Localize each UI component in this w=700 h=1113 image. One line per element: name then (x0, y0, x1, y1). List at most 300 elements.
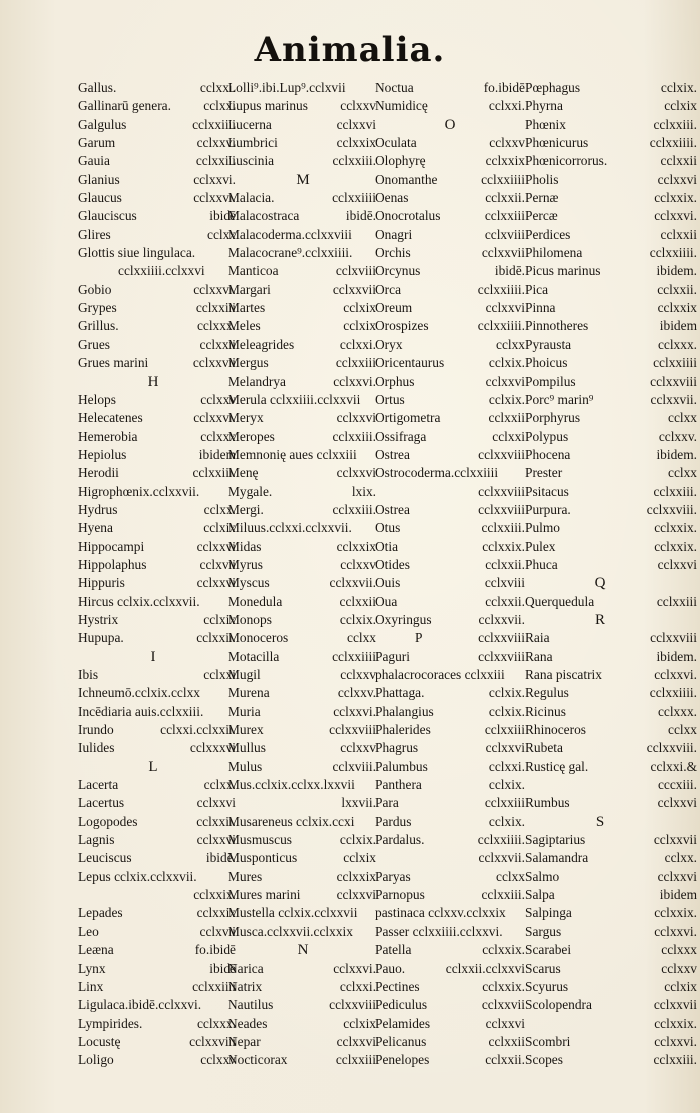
index-entry (375, 207, 525, 225)
index-entry (375, 483, 525, 501)
entry-reference: cclxxx. (196, 1015, 236, 1031)
index-entry (228, 794, 378, 812)
entry-name: Phagrus (375, 740, 419, 756)
entry-name: Luscinia (228, 153, 275, 169)
index-entry (525, 262, 697, 280)
entry-reference: cclxxii. (657, 281, 697, 297)
entry-name: Grues marini (78, 355, 149, 371)
entry-reference: cclxix (664, 98, 697, 114)
entry-reference: cclxxviii (478, 630, 525, 646)
entry-reference: cclxxvii. (478, 850, 525, 866)
index-entry (525, 464, 697, 482)
entry-reference: cclxxvii (192, 355, 236, 371)
entry-reference: cclxxx (661, 942, 697, 958)
index-entry (525, 116, 697, 134)
index-entry (375, 960, 525, 978)
index-entry (375, 299, 525, 317)
index-entry (525, 538, 697, 556)
entry-name: Meryx (228, 410, 264, 426)
entry-name: Pompilus (525, 373, 576, 389)
section-letter-text: R (594, 611, 605, 628)
entry-name: Phœnicorrorus. (525, 153, 608, 169)
entry-reference: cclxxvi (657, 795, 697, 811)
entry-name: Malacostraca (228, 208, 300, 224)
index-entry (78, 299, 236, 317)
index-entry (228, 1033, 378, 1051)
index-entry (228, 813, 378, 831)
entry-reference: ibidem (198, 446, 236, 462)
index-entry (375, 281, 525, 299)
index-entry (525, 226, 697, 244)
entry-name: Musareneus cclxix.ccxi (228, 813, 355, 829)
entry-name: Onocrotalus (375, 208, 441, 224)
entry-name: Myscus (228, 575, 270, 591)
entry-reference: cclxx. (203, 501, 236, 517)
entry-reference: cclxxi (203, 98, 236, 114)
section-letter (78, 373, 228, 391)
section-letter (525, 813, 675, 831)
entry-reference: cclxxiiii (332, 190, 376, 206)
index-entry (525, 207, 697, 225)
index-entry (228, 281, 378, 299)
index-entry (228, 978, 378, 996)
entry-name: Meropes (228, 428, 275, 444)
entry-reference: cclxxiii (484, 722, 525, 738)
index-entry (228, 152, 378, 170)
entry-name: Glauciscus (78, 208, 137, 224)
entry-name: Leuciscus (78, 850, 132, 866)
entry-reference: cclxxix. (654, 190, 697, 206)
entry-name: Nocticorax (228, 1052, 288, 1068)
entry-reference: cclxxvi. (333, 960, 376, 976)
entry-name: Miluus.cclxxi.cclxxvii. (228, 520, 352, 536)
entry-reference: cclxxvi. (654, 1033, 697, 1049)
index-entry (78, 611, 236, 629)
entry-name: Noctua (375, 80, 414, 95)
index-entry (375, 886, 525, 904)
entry-name: Lumbrici (228, 135, 278, 151)
entry-name: Pectines (375, 978, 420, 994)
entry-name: Lupus marinus (228, 98, 308, 114)
index-entry (525, 317, 697, 335)
index-entry (78, 574, 236, 592)
index-entry (525, 428, 697, 446)
index-entry (525, 684, 697, 702)
index-entry (228, 409, 378, 427)
entry-name: Scolopendra (525, 997, 592, 1013)
entry-reference: cclxxvi (336, 1033, 376, 1049)
entry-reference: ibidē. (494, 263, 525, 279)
index-entry (525, 868, 697, 886)
entry-name: Helops (78, 391, 116, 407)
entry-name: Mures marini (228, 887, 301, 903)
entry-name: Ricinus (525, 703, 566, 719)
entry-reference: cclxxvi (485, 740, 525, 756)
entry-name: Hircus cclxix.cclxxvii. (78, 593, 200, 609)
index-entry (78, 978, 236, 996)
index-entry (375, 941, 525, 959)
entry-name: Raia (525, 630, 550, 646)
index-entry (375, 629, 525, 647)
index-entry (228, 886, 378, 904)
index-entry (228, 446, 378, 464)
index-entry (375, 904, 525, 922)
index-entry (375, 813, 525, 831)
index-entry (228, 556, 378, 574)
entry-reference: fo.ibidē (194, 942, 236, 958)
index-entry (525, 1051, 697, 1069)
entry-name: Porc⁹ marin⁹ (525, 391, 594, 407)
entry-name: Locustę (78, 1033, 121, 1049)
entry-name: Penelopes (375, 1052, 430, 1068)
index-entry (78, 703, 228, 721)
entry-name: Prester (525, 465, 563, 481)
entry-reference: cclxxvi (196, 538, 236, 554)
index-entry (78, 538, 236, 556)
index-entry (375, 868, 525, 886)
entry-name: Scarus (525, 960, 561, 976)
index-entry (525, 501, 697, 519)
entry-reference: cclxxx. (196, 318, 236, 334)
entry-reference: cclxix (343, 1015, 376, 1031)
entry-name: Irundo (78, 722, 114, 738)
entry-name: Paryas (375, 868, 411, 884)
entry-reference: cclxxii (199, 336, 236, 352)
entry-name: Monedula (228, 593, 283, 609)
entry-reference: cclxix. (488, 355, 525, 371)
index-entry (228, 721, 378, 739)
entry-reference: lxxvii. (341, 795, 376, 811)
entry-name: Parnopus (375, 887, 425, 903)
index-entry (228, 391, 378, 409)
entry-name: Malacia. (228, 190, 275, 206)
index-entry (228, 904, 378, 922)
entry-name: Regulus (525, 685, 569, 701)
entry-reference: cclxxvi (485, 1015, 525, 1031)
entry-name: Lagnis (78, 832, 115, 848)
index-entry (375, 611, 525, 629)
index-entry (228, 464, 378, 482)
index-entry (525, 134, 697, 152)
index-entry (525, 1015, 697, 1033)
entry-name: Mygale. (228, 483, 273, 499)
entry-name: Rana piscatrix (525, 667, 602, 682)
index-entry (525, 941, 697, 959)
index-entry (525, 519, 697, 537)
index-entry (375, 373, 525, 391)
entry-reference: cclxx (668, 410, 697, 426)
entry-name: Mus.cclxix.cclxx.lxxvii (228, 777, 355, 793)
index-entry (375, 923, 525, 941)
index-entry (375, 464, 525, 482)
entry-name: Manticoa (228, 263, 279, 279)
entry-reference: cclxix (203, 520, 236, 536)
index-entry (228, 519, 378, 537)
entry-reference: ibidem (659, 318, 697, 334)
entry-reference: cclxxii. (485, 1052, 525, 1068)
entry-reference: cclxxiii. (332, 428, 376, 444)
entry-name: Pediculus (375, 997, 428, 1013)
index-entry (78, 960, 236, 978)
entry-name: Ostrea (375, 446, 410, 462)
entry-name: Otus (375, 520, 401, 536)
entry-name: Oreum (375, 300, 413, 316)
entry-reference: cclxxii (660, 226, 697, 242)
entry-name: Oenas (375, 190, 409, 206)
entry-reference: cclxxiii. (481, 887, 525, 903)
entry-name: Oxyringus (375, 611, 432, 627)
index-entry (375, 776, 525, 794)
entry-name: Muria (228, 703, 261, 719)
entry-reference: cclxxv. (337, 685, 376, 701)
entry-reference: cclxxviii (650, 630, 697, 646)
entry-name: Mures (228, 868, 263, 884)
entry-name: Lepus cclxix.cclxxvii. (78, 868, 197, 884)
index-columns (78, 79, 697, 1068)
index-entry (228, 207, 378, 225)
entry-name: Passer cclxxiiii.cclxxvi. (375, 923, 503, 939)
entry-name: Menę (228, 465, 259, 481)
entry-name: Phocena (525, 446, 571, 462)
index-entry (228, 648, 378, 666)
entry-reference: cclxxiii. (481, 520, 525, 536)
index-entry (525, 758, 697, 776)
index-entry (525, 886, 697, 904)
entry-reference: cclxix (343, 850, 376, 866)
index-entry (525, 923, 697, 941)
index-entry (375, 648, 525, 666)
entry-reference: cclxxviii (478, 648, 525, 664)
entry-reference: cclxx. (203, 777, 236, 793)
entry-reference: cclxxiiii (332, 648, 376, 664)
entry-reference: ibidem. (656, 446, 697, 462)
entry-name: Phœnicurus (525, 135, 589, 151)
entry-name: Phalangius (375, 703, 434, 719)
index-entry (78, 739, 236, 757)
entry-reference: cclxix. (488, 813, 525, 829)
entry-name: Murena (228, 685, 270, 701)
entry-name: Hemerobia (78, 428, 138, 444)
entry-name: Mergus (228, 355, 269, 371)
entry-name: Motacilla (228, 648, 280, 664)
index-entry (228, 226, 378, 244)
entry-reference: ibidem (659, 887, 697, 903)
entry-reference: cclxxii (488, 1033, 525, 1049)
index-entry (525, 739, 697, 757)
index-entry (375, 721, 525, 739)
index-entry (78, 1033, 236, 1051)
entry-name: phalacrocoraces cclxxiii (375, 667, 505, 682)
entry-reference: cclxxii. (485, 593, 525, 609)
entry-name: Hyena (78, 520, 113, 536)
entry-reference: cclxxv (200, 391, 236, 407)
entry-name: Sagiptarius (525, 832, 586, 848)
index-entry (375, 1033, 525, 1051)
entry-name: Mulus (228, 758, 263, 774)
index-entry (525, 152, 697, 170)
entry-name: Philomena (525, 245, 583, 261)
entry-reference: cclxxviii (478, 501, 525, 517)
index-entry (78, 904, 236, 922)
entry-name: Hippuris (78, 575, 125, 591)
index-entry (228, 868, 378, 886)
entry-reference: cclxxviii. (646, 501, 697, 517)
index-entry (228, 684, 378, 702)
index-entry (525, 1033, 697, 1051)
entry-reference: cclxxix. (654, 1015, 697, 1031)
entry-name: Rubeta (525, 740, 563, 756)
entry-reference: cclxxxvi (189, 740, 236, 756)
entry-reference: cclxxiii. (653, 1052, 697, 1068)
entry-reference: cclxxvi (336, 116, 376, 132)
index-entry (375, 574, 525, 592)
index-entry (228, 923, 378, 941)
index-entry (228, 134, 378, 152)
entry-reference: cclxxviii (189, 1033, 236, 1049)
index-entry (78, 262, 228, 280)
entry-name: Murex (228, 722, 264, 738)
entry-name: Gallus. (78, 80, 117, 95)
index-entry (375, 501, 525, 519)
entry-reference: cclxx (668, 722, 697, 738)
entry-reference: cclxxvi. (193, 190, 236, 206)
index-entry (375, 391, 525, 409)
entry-reference: cclxxvi (485, 373, 525, 389)
index-entry (228, 739, 378, 757)
entry-reference: cclxxiii (195, 300, 236, 316)
index-entry (78, 721, 236, 739)
entry-name: Phyrna (525, 98, 563, 114)
index-entry (228, 262, 378, 280)
entry-name: Percæ (525, 208, 558, 224)
entry-name: Linx (78, 978, 104, 994)
index-entry (78, 226, 236, 244)
index-entry (228, 317, 378, 335)
index-entry (525, 831, 697, 849)
index-entry (78, 428, 236, 446)
index-entry (375, 831, 525, 849)
entry-name: Rusticę gal. (525, 758, 589, 774)
entry-name: Neades (228, 1015, 268, 1031)
entry-name: Glanius (78, 171, 120, 187)
entry-reference: cclxxvi. (654, 923, 697, 939)
entry-reference: cclxxii (339, 593, 376, 609)
entry-name: Orcynus (375, 263, 421, 279)
index-entry (375, 336, 525, 354)
index-entry (228, 483, 378, 501)
index-entry (228, 960, 378, 978)
section-letter-text: I (150, 648, 156, 665)
entry-reference: cclxix. (488, 685, 525, 701)
entry-name: Midas (228, 538, 262, 554)
index-entry (375, 189, 525, 207)
index-entry (78, 776, 236, 794)
entry-name: Ligulaca.ibidē.cclxxvi. (78, 997, 202, 1013)
entry-reference: cclxxvi (336, 887, 376, 903)
section-letter (375, 116, 525, 134)
entry-reference: ibidē. (345, 208, 376, 224)
index-entry (525, 409, 697, 427)
index-entry (78, 519, 236, 537)
entry-reference: cclxix. (488, 703, 525, 719)
entry-reference: ibidem. (656, 263, 697, 279)
entry-reference: cclxxix (485, 153, 525, 169)
entry-reference: cclxxii (660, 153, 697, 169)
entry-name: Musca.cclxxvii.cclxxix (228, 923, 353, 939)
entry-name: Lucerna (228, 116, 272, 132)
index-entry (375, 978, 525, 996)
entry-reference: cclxxv. (658, 428, 697, 444)
entry-reference: cclxxiiii. (477, 318, 525, 334)
index-entry (78, 684, 228, 702)
entry-reference: cclxxiii. (653, 483, 697, 499)
entry-reference: cclxxvi (657, 556, 697, 572)
entry-reference: cclxix. (488, 777, 525, 793)
entry-reference: cclxxiiii (481, 171, 525, 187)
entry-reference: cclxxix (336, 135, 376, 151)
entry-name: Panthera (375, 777, 422, 793)
entry-reference: cclxxvi (196, 832, 236, 848)
entry-reference: cclxx (496, 336, 525, 352)
entry-reference: cclxxvi (485, 300, 525, 316)
entry-name: Purpura. (525, 501, 571, 517)
entry-name: Narica (228, 960, 264, 976)
entry-name: Hippocampi (78, 538, 145, 554)
index-entry (78, 556, 236, 574)
index-entry (525, 97, 697, 115)
index-entry (375, 666, 525, 684)
section-letter-text: M (296, 171, 310, 188)
entry-reference: cclxix. (660, 80, 697, 95)
entry-reference: cclxxvii (332, 281, 376, 297)
index-entry (525, 171, 697, 189)
index-entry (78, 409, 236, 427)
entry-name: Otia (375, 538, 399, 554)
section-letter (525, 611, 675, 629)
index-entry (78, 593, 228, 611)
entry-reference: cclxviii (484, 226, 525, 242)
index-entry (78, 483, 228, 501)
entry-name: Pyrausta (525, 336, 572, 352)
entry-name: Psitacus (525, 483, 569, 499)
index-entry (78, 923, 236, 941)
index-entry (525, 299, 697, 317)
index-column-1 (78, 79, 236, 1070)
index-entry (228, 1015, 378, 1033)
entry-reference: cclxxvi (657, 171, 697, 187)
section-letter-text: S (595, 813, 605, 830)
entry-name: Lynx (78, 960, 106, 976)
entry-name: Salpinga (525, 905, 572, 921)
entry-name: Olophyrę (375, 153, 426, 169)
entry-reference: cclxvii (199, 923, 236, 939)
entry-reference: cclxxvi. (193, 410, 236, 426)
entry-reference: cclxxiiii (192, 978, 236, 994)
entry-name: Grues (78, 336, 110, 352)
index-entry (78, 391, 236, 409)
entry-reference: cclxxvii. (650, 391, 697, 407)
entry-name: Gallinarū genera. (78, 98, 171, 114)
entry-name: Pulex (525, 538, 556, 554)
entry-reference: cclxxii.cclxxvi (445, 960, 525, 976)
index-entry (525, 373, 697, 391)
entry-reference: cclxxiii. (332, 153, 376, 169)
index-entry (78, 207, 236, 225)
entry-reference: cclxxix. (482, 942, 525, 958)
entry-reference: cclxx. (664, 850, 697, 866)
index-entry (228, 758, 378, 776)
entry-name: Onagri (375, 226, 413, 242)
